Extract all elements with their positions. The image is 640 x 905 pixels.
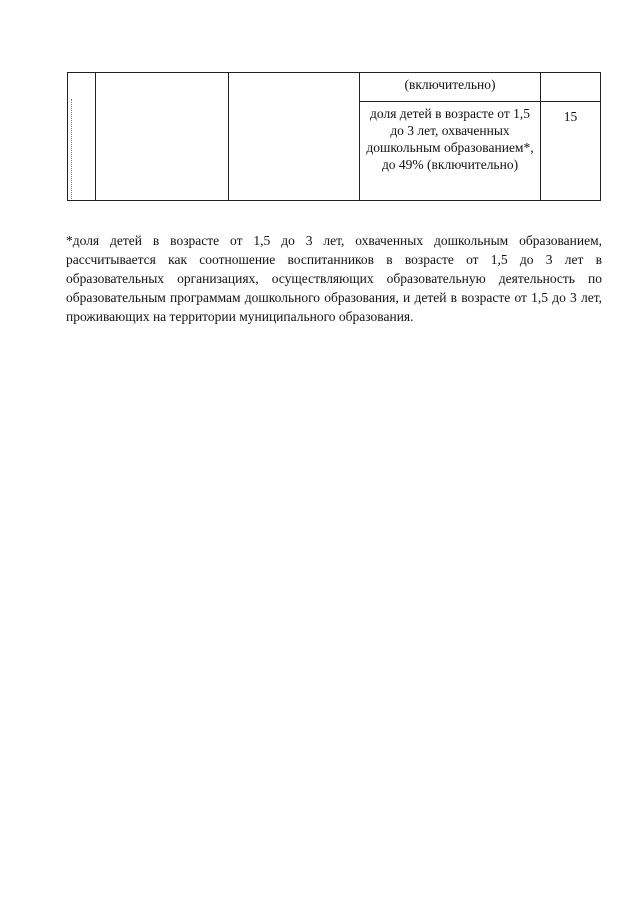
indicator-text-continued: (включительно) <box>404 77 496 92</box>
table-cell-score <box>541 102 601 201</box>
criteria-table <box>67 72 601 201</box>
scan-artifact-line <box>71 99 73 199</box>
score-value: 15 <box>563 109 578 124</box>
table-cell-indicator <box>360 73 541 102</box>
indicator-text: доля детей в возрасте от 1,5 до 3 лет, охваченных дошкольным образованием*, до 49% (включительно) <box>366 106 534 172</box>
table-cell-score <box>541 73 601 102</box>
footnote-text: *доля детей в возрасте от 1,5 до 3 лет, охваченных дошкольным образованием, рассчитывается как соотношение воспитанников в возрасте от 1,5 до 3 лет в образовательных организациях, осуществляющих образовательную деятельность по образовательным программам дошкольного образования, и детей в возрасте от 1,5 до 3 лет, проживающих на территории муниципального образования. <box>66 232 602 324</box>
table-cell-description <box>229 73 360 201</box>
table-cell-criterion <box>96 73 229 201</box>
table-cell-indicator <box>360 102 541 201</box>
table-row <box>68 73 601 102</box>
